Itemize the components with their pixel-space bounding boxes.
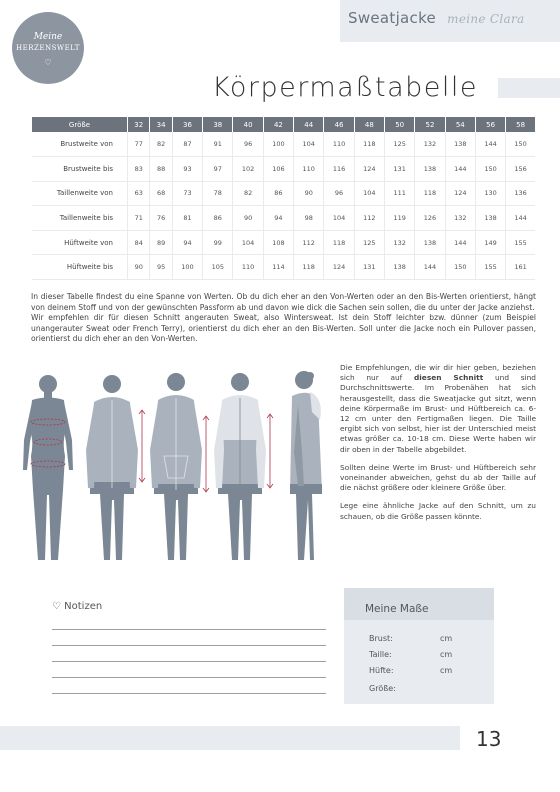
size-value-cell: 118 (415, 181, 445, 206)
size-value-cell: 104 (233, 230, 263, 255)
size-value-cell: 131 (354, 255, 384, 280)
page-number: 13 (476, 727, 502, 751)
side-paragraph-1 (340, 363, 536, 455)
size-value-cell: 126 (415, 206, 445, 231)
intro-text (31, 292, 536, 345)
size-value-cell: 108 (263, 230, 293, 255)
fit-recommendation-text (340, 363, 536, 530)
notes-heading (52, 601, 102, 612)
size-table-row (32, 132, 536, 157)
size-row-label: Brustweite bis (32, 157, 128, 182)
size-value-cell: 130 (475, 181, 505, 206)
size-header-cell: 58 (506, 117, 535, 132)
measure-label-chest: Brust: (369, 634, 393, 643)
size-value-cell: 78 (203, 181, 233, 206)
size-value-cell: 131 (385, 157, 415, 182)
size-value-cell: 124 (324, 255, 354, 280)
size-value-cell: 125 (354, 230, 384, 255)
size-value-cell: 94 (172, 230, 202, 255)
size-table-row (32, 230, 536, 255)
size-value-cell: 106 (263, 157, 293, 182)
header-title (348, 9, 524, 27)
size-value-cell: 104 (294, 132, 324, 157)
size-row-label: Hüftweite bis (32, 255, 128, 280)
size-value-cell: 88 (150, 157, 172, 182)
size-value-cell: 138 (415, 157, 445, 182)
size-value-cell: 90 (128, 255, 150, 280)
size-value-cell: 100 (172, 255, 202, 280)
size-table-corner: Größe (32, 117, 128, 132)
size-value-cell: 138 (385, 255, 415, 280)
measure-label-hip: Hüfte: (369, 666, 394, 675)
size-value-cell: 150 (475, 157, 505, 182)
size-value-cell: 118 (354, 132, 384, 157)
size-table-header-row (32, 117, 536, 132)
size-value-cell: 125 (385, 132, 415, 157)
size-value-cell: 102 (233, 157, 263, 182)
size-row-label: Taillenweite von (32, 181, 128, 206)
size-value-cell: 93 (172, 157, 202, 182)
size-value-cell: 90 (233, 206, 263, 231)
size-value-cell: 96 (324, 181, 354, 206)
body-measurement-figures (18, 370, 336, 568)
note-line (52, 693, 326, 694)
size-value-cell: 110 (294, 157, 324, 182)
size-value-cell: 73 (172, 181, 202, 206)
size-value-cell: 82 (150, 132, 172, 157)
note-line (52, 677, 326, 678)
note-line (52, 629, 326, 630)
measure-unit-chest: cm (440, 634, 453, 643)
size-header-cell: 40 (233, 117, 263, 132)
size-value-cell: 132 (385, 230, 415, 255)
size-header-cell: 34 (150, 117, 172, 132)
size-value-cell: 96 (233, 132, 263, 157)
size-value-cell: 68 (150, 181, 172, 206)
size-value-cell: 82 (233, 181, 263, 206)
size-value-cell: 116 (324, 157, 354, 182)
size-table-row (32, 206, 536, 231)
my-measurements-title: Meine Maße (365, 603, 429, 615)
size-value-cell: 104 (324, 206, 354, 231)
size-value-cell: 161 (506, 255, 535, 280)
size-value-cell: 90 (294, 181, 324, 206)
size-header-cell: 46 (324, 117, 354, 132)
size-value-cell: 114 (263, 255, 293, 280)
measure-label-size: Größe: (369, 684, 396, 693)
size-header-cell: 52 (415, 117, 445, 132)
size-value-cell: 81 (172, 206, 202, 231)
size-value-cell: 86 (263, 181, 293, 206)
size-header-cell: 42 (263, 117, 293, 132)
size-header-cell: 50 (385, 117, 415, 132)
size-value-cell: 111 (385, 181, 415, 206)
size-value-cell: 95 (150, 255, 172, 280)
size-value-cell: 144 (506, 206, 535, 231)
size-value-cell: 136 (506, 181, 535, 206)
side-paragraph-1-start: Die Empfehlungen, die wir dir hier geben, beziehen sich nur auf (340, 363, 536, 383)
size-value-cell: 124 (354, 157, 384, 182)
size-value-cell: 94 (263, 206, 293, 231)
size-table-row (32, 255, 536, 280)
size-header-cell: 36 (172, 117, 202, 132)
size-value-cell: 118 (324, 230, 354, 255)
size-value-cell: 150 (445, 255, 475, 280)
size-value-cell: 144 (445, 157, 475, 182)
size-value-cell: 87 (172, 132, 202, 157)
title-accent-band (498, 78, 560, 98)
size-value-cell: 132 (415, 132, 445, 157)
measure-unit-hip: cm (440, 666, 453, 675)
size-value-cell: 118 (294, 255, 324, 280)
size-value-cell: 144 (445, 230, 475, 255)
size-value-cell: 104 (354, 181, 384, 206)
figure-jacket-two-tone (208, 373, 273, 560)
size-value-cell: 77 (128, 132, 150, 157)
figure-jacket-side-arrow (86, 375, 145, 560)
size-value-cell: 105 (203, 255, 233, 280)
size-value-cell: 63 (128, 181, 150, 206)
size-value-cell: 150 (506, 132, 535, 157)
size-value-cell: 149 (475, 230, 505, 255)
logo-line-1: Meine (33, 32, 63, 42)
size-value-cell: 112 (294, 230, 324, 255)
heart-icon: ♡ (52, 601, 61, 612)
size-table-row (32, 157, 536, 182)
size-value-cell: 86 (203, 206, 233, 231)
notes-label: Notizen (64, 601, 103, 612)
note-line (52, 645, 326, 646)
page-title: Körpermaßtabelle (212, 72, 478, 103)
header-pattern-name: meine Clara (447, 12, 525, 26)
side-paragraph-3: Lege eine ähnliche Jacke auf den Schnitt, um zu schauen, ob die Größe passen könnte. (340, 501, 536, 521)
size-value-cell: 110 (324, 132, 354, 157)
size-value-cell: 112 (354, 206, 384, 231)
size-value-cell: 138 (445, 132, 475, 157)
size-value-cell: 119 (385, 206, 415, 231)
size-value-cell: 84 (128, 230, 150, 255)
size-header-cell: 48 (354, 117, 384, 132)
size-header-cell: 32 (128, 117, 150, 132)
footer-band (0, 726, 460, 750)
size-value-cell: 144 (475, 132, 505, 157)
size-table (31, 117, 535, 280)
size-header-cell: 56 (475, 117, 505, 132)
size-value-cell: 110 (233, 255, 263, 280)
size-value-cell: 76 (150, 206, 172, 231)
measure-unit-waist: cm (440, 650, 453, 659)
figure-side-profile (290, 371, 322, 560)
size-value-cell: 71 (128, 206, 150, 231)
size-value-cell: 83 (128, 157, 150, 182)
size-value-cell: 144 (415, 255, 445, 280)
size-value-cell: 100 (263, 132, 293, 157)
size-value-cell: 89 (150, 230, 172, 255)
figure-front-measures (23, 375, 73, 560)
figure-jacket-pocket (150, 373, 209, 560)
size-value-cell: 132 (445, 206, 475, 231)
logo-heart-icon: ♡ (44, 58, 52, 67)
size-value-cell: 138 (475, 206, 505, 231)
size-value-cell: 91 (203, 132, 233, 157)
size-table-row (32, 181, 536, 206)
size-value-cell: 99 (203, 230, 233, 255)
size-value-cell: 97 (203, 157, 233, 182)
measure-label-waist: Taille: (369, 650, 392, 659)
note-line (52, 661, 326, 662)
size-header-cell: 38 (203, 117, 233, 132)
size-row-label: Brustweite von (32, 132, 128, 157)
size-header-cell: 54 (445, 117, 475, 132)
intro-paragraph-1: In dieser Tabelle findest du eine Spanne von Werten. Ob du dich eher an den Von-Werten oder an den Bis-Werten orientierst, hängt von deinem Stoff und von der gewünschten Passform ab und davon wie dick die Sachen sein sollen, die du unter der Jacke anziehst. (31, 292, 536, 312)
intro-paragraph-2: Wir empfehlen dir für diesen Schnitt angerauten Sweat, also Wintersweat. Ist dein Stoff leichter bzw. dünner (zum Beispiel unangerauter Sweat oder French Terry), orientierst du dich eher an den Bis-Werten. Soll unter die Jacke noch ein Pullover passen, orientierst du dich eher an den Von-Werten. (31, 313, 536, 343)
size-value-cell: 124 (445, 181, 475, 206)
size-value-cell: 138 (415, 230, 445, 255)
brand-logo (12, 12, 84, 84)
size-value-cell: 155 (506, 230, 535, 255)
size-value-cell: 155 (475, 255, 505, 280)
logo-line-2: HERZENSWELT (16, 44, 80, 52)
size-header-cell: 44 (294, 117, 324, 132)
size-value-cell: 156 (506, 157, 535, 182)
side-paragraph-1-bold: diesen Schnitt (413, 373, 484, 383)
side-paragraph-1-end: und sind Durchschnittswerte. Im Probenähen hat sich herausgestellt, dass die Sweatjacke gut sitzt, wenn deine Körpermaße im Brust- und Hüftbereich ca. 6-12 cm unter den Fertigmaßen liegen. Die Taille ergibt sich von selbst, hier ist der Unterschied meist etwas größer ca. 10-18 cm. Diese Werte haben wir dir oben in der Tabelle abgebildet. (340, 373, 536, 454)
size-value-cell: 98 (294, 206, 324, 231)
side-paragraph-2: Sollten deine Werte im Brust- und Hüftbereich sehr voneinander abweichen, gehst du ab der Taille auf die nächst größere oder kleinere Größe über. (340, 462, 536, 493)
size-row-label: Hüftweite von (32, 230, 128, 255)
size-row-label: Taillenweite bis (32, 206, 128, 231)
header-title-text: Sweatjacke (348, 9, 437, 27)
size-table-body (32, 132, 536, 280)
